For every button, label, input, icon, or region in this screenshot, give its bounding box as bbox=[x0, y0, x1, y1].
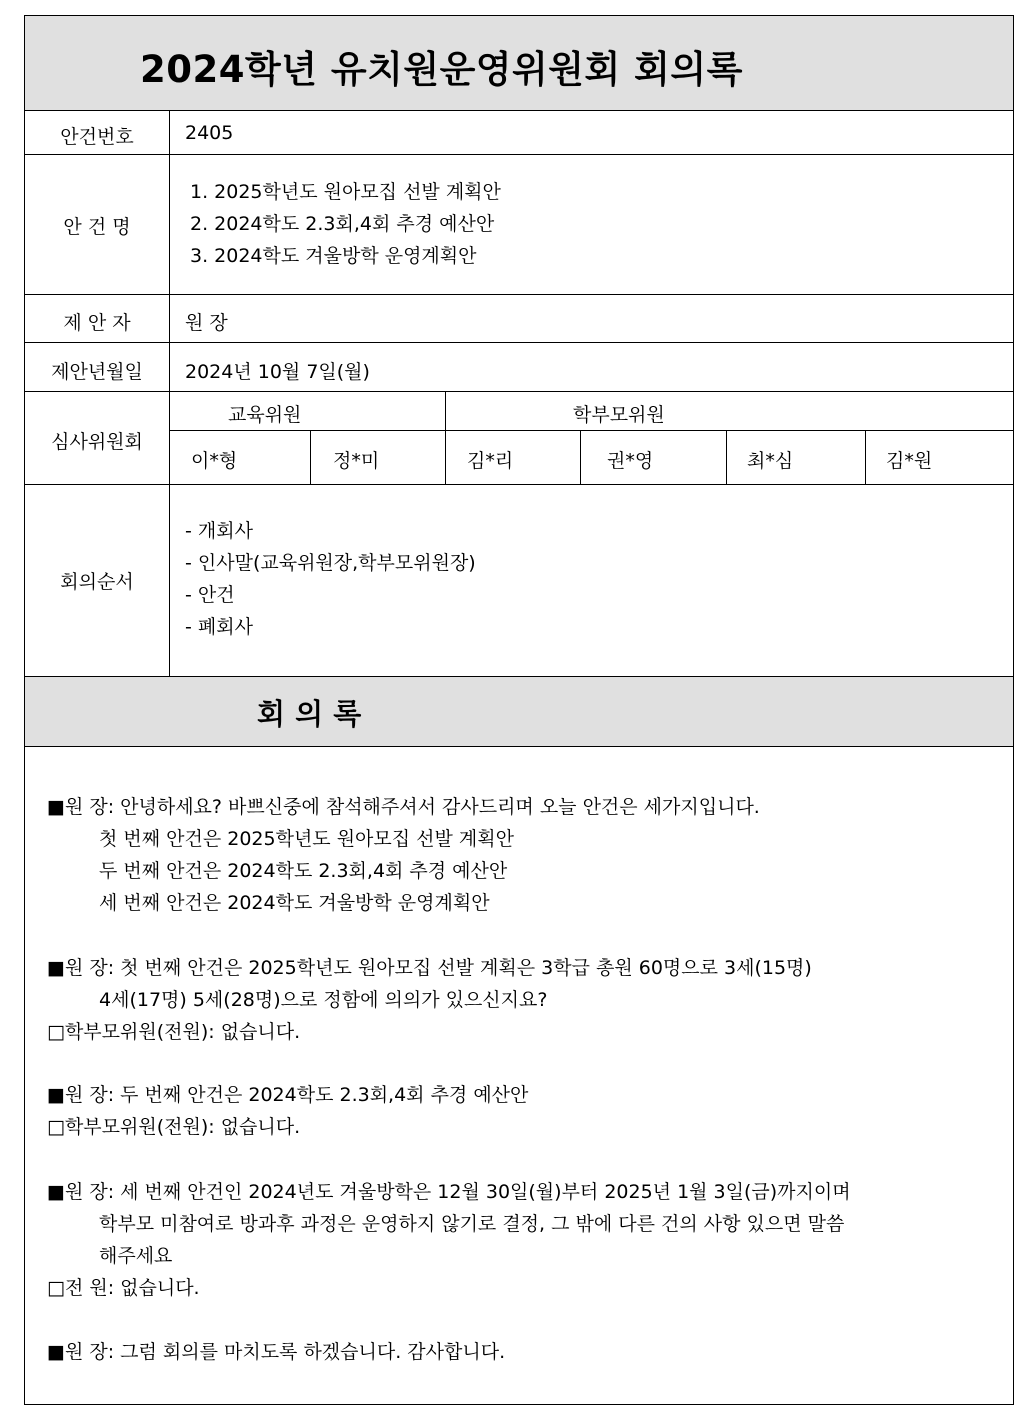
minutes-document bbox=[24, 15, 1014, 1405]
minutes-line: □전 원: 없습니다. bbox=[47, 1277, 200, 1299]
divider bbox=[25, 342, 1013, 343]
member-name: 김*리 bbox=[467, 450, 514, 472]
divider bbox=[25, 746, 1013, 747]
committee-label: 심사위원회 bbox=[51, 431, 143, 453]
order-item: - 폐회사 bbox=[185, 616, 253, 638]
member-name: 이*형 bbox=[191, 450, 238, 472]
member-name: 정*미 bbox=[333, 450, 380, 472]
minutes-header: 회 의 록 bbox=[257, 697, 362, 731]
date-label: 제안년월일 bbox=[51, 361, 143, 383]
edu-members-header: 교육위원 bbox=[228, 404, 302, 426]
minutes-line: ■원 장: 그럼 회의를 마치도록 하겠습니다. 감사합니다. bbox=[47, 1341, 506, 1363]
minutes-line: □학부모위원(전원): 없습니다. bbox=[47, 1116, 301, 1138]
proposer-label: 제 안 자 bbox=[63, 312, 131, 334]
member-group-divider bbox=[445, 391, 446, 484]
divider bbox=[25, 110, 1013, 111]
member-name: 권*영 bbox=[607, 450, 654, 472]
minutes-line: 해주세요 bbox=[99, 1245, 173, 1267]
order-item: - 안건 bbox=[185, 584, 235, 606]
minutes-header-band bbox=[25, 677, 1013, 746]
minutes-line: 두 번째 안건은 2024학도 2.3회,4회 추경 예산안 bbox=[99, 860, 508, 882]
divider bbox=[169, 430, 1013, 431]
minutes-line: 첫 번째 안건은 2025학년도 원아모집 선발 계획안 bbox=[99, 828, 514, 850]
member-divider bbox=[726, 430, 727, 484]
proposer-value: 원 장 bbox=[185, 312, 228, 334]
meeting-order-label: 회의순서 bbox=[60, 571, 134, 593]
minutes-line: 학부모 미참여로 방과후 과정은 운영하지 않기로 결정, 그 밖에 다른 건의 사항 있으면 말씀 bbox=[99, 1213, 845, 1235]
minutes-line: ■원 장: 두 번째 안건은 2024학도 2.3회,4회 추경 예산안 bbox=[47, 1084, 529, 1106]
divider bbox=[25, 294, 1013, 295]
label-column-divider bbox=[169, 110, 170, 676]
member-divider bbox=[310, 430, 311, 484]
agenda-number-value: 2405 bbox=[185, 122, 234, 144]
agenda-item: 2. 2024학도 2.3회,4회 추경 예산안 bbox=[190, 213, 495, 235]
minutes-line: ■원 장: 세 번째 안건인 2024년도 겨울방학은 12월 30일(월)부터 2025년 1월 3일(금)까지이며 bbox=[47, 1181, 851, 1203]
divider bbox=[25, 484, 1013, 485]
minutes-line: □학부모위원(전원): 없습니다. bbox=[47, 1021, 301, 1043]
minutes-line: ■원 장: 안녕하세요? 바쁘신중에 참석해주셔서 감사드리며 오늘 안건은 세가지입니다. bbox=[47, 796, 760, 818]
member-divider bbox=[865, 430, 866, 484]
minutes-line: ■원 장: 첫 번째 안건은 2025학년도 원아모집 선발 계획은 3학급 총원 60명으로 3세(15명) bbox=[47, 957, 812, 979]
member-name: 최*심 bbox=[747, 450, 794, 472]
document-title: 2024학년 유치원운영위원회 회의록 bbox=[140, 48, 743, 91]
agenda-name-label: 안 건 명 bbox=[63, 216, 131, 238]
agenda-item: 3. 2024학도 겨울방학 운영계획안 bbox=[190, 245, 477, 267]
order-item: - 인사말(교육위원장,학부모위원장) bbox=[185, 552, 476, 574]
agenda-number-label: 안건번호 bbox=[60, 126, 134, 148]
divider bbox=[25, 391, 1013, 392]
agenda-item: 1. 2025학년도 원아모집 선발 계획안 bbox=[190, 181, 501, 203]
minutes-line: 세 번째 안건은 2024학도 겨울방학 운영계획안 bbox=[99, 892, 490, 914]
member-name: 김*원 bbox=[886, 450, 933, 472]
date-value: 2024년 10월 7일(월) bbox=[185, 361, 370, 383]
order-item: - 개회사 bbox=[185, 520, 253, 542]
divider bbox=[25, 154, 1013, 155]
parent-members-header: 학부모위원 bbox=[573, 404, 665, 426]
minutes-line: 4세(17명) 5세(28명)으로 정함에 의의가 있으신지요? bbox=[99, 989, 548, 1011]
member-divider bbox=[580, 430, 581, 484]
